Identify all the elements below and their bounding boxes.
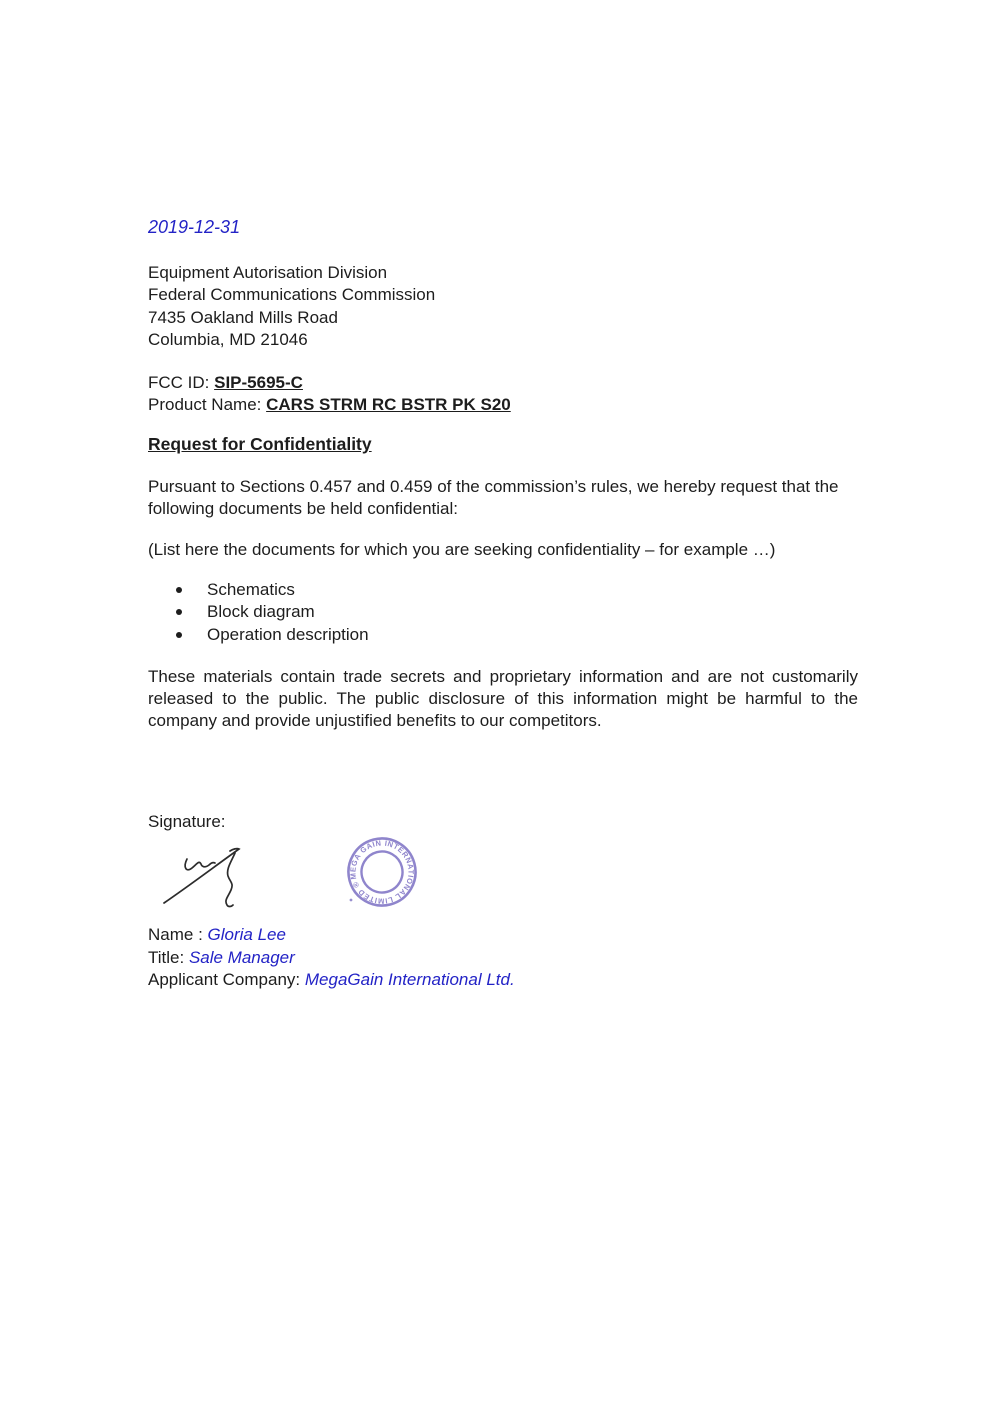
list-item-label: Block diagram bbox=[207, 602, 315, 622]
signer-title-label: Title: bbox=[148, 947, 189, 967]
signer-block bbox=[148, 924, 858, 992]
handwritten-signature bbox=[158, 836, 276, 916]
bullet-icon bbox=[176, 587, 182, 593]
signer-name-line bbox=[148, 924, 858, 947]
company-stamp bbox=[341, 831, 423, 913]
signer-company-value: MegaGain International Ltd. bbox=[304, 970, 515, 990]
request-paragraph: Pursuant to Sections 0.457 and 0.459 of the commission’s rules, we hereby request that the following documents be held confidential: bbox=[148, 477, 839, 518]
signer-name-value: Gloria Lee bbox=[207, 925, 286, 944]
bullet-icon bbox=[176, 609, 182, 615]
fcc-id-value: SIP-5695-C bbox=[214, 373, 303, 392]
fcc-id-line bbox=[148, 372, 858, 394]
recipient-line: 7435 Oakland Mills Road bbox=[148, 307, 338, 327]
bullet-icon bbox=[176, 632, 182, 638]
letter-date: 2019-12-31 bbox=[148, 217, 241, 237]
signature-label: Signature: bbox=[148, 812, 226, 831]
signer-title-value: Sale Manager bbox=[188, 947, 295, 967]
section-heading: Request for Confidentiality bbox=[148, 434, 372, 454]
confidential-documents-list bbox=[148, 579, 748, 646]
recipient-line: Federal Communications Commission bbox=[148, 285, 436, 305]
stamp-ink-speck bbox=[350, 899, 353, 902]
list-instruction-note: (List here the documents for which you are seeking confidentiality – for example …) bbox=[148, 540, 776, 559]
list-item bbox=[148, 601, 748, 623]
signer-company-line bbox=[148, 969, 858, 992]
list-item bbox=[148, 624, 748, 646]
product-name-value: CARS STRM RC BSTR PK S20 bbox=[266, 395, 511, 414]
list-item bbox=[148, 579, 748, 601]
reason-paragraph: These materials contain trade secrets and proprietary information and are not customarily released to the public. The public disclosure of this information might be harmful to the company and provide unjustified benefits to our competitors. bbox=[148, 667, 858, 730]
svg-text:MEGA GAIN INTERNATIONAL LIMITE bbox=[341, 831, 423, 913]
stamp-ring-text: MEGA GAIN INTERNATIONAL LIMITED ® bbox=[348, 838, 416, 906]
product-name-label: Product Name: bbox=[148, 395, 267, 414]
fcc-id-label: FCC ID: bbox=[148, 373, 215, 392]
signer-company-label: Applicant Company: bbox=[148, 970, 305, 990]
recipient-line: Equipment Autorisation Division bbox=[148, 263, 388, 282]
recipient-address bbox=[148, 262, 858, 352]
list-item-label: Operation description bbox=[207, 624, 369, 644]
list-item-label: Schematics bbox=[207, 580, 295, 599]
signer-title-line bbox=[148, 947, 858, 970]
signer-name-label: Name : bbox=[148, 925, 208, 944]
recipient-line: Columbia, MD 21046 bbox=[148, 330, 308, 350]
product-name-line bbox=[148, 394, 858, 416]
